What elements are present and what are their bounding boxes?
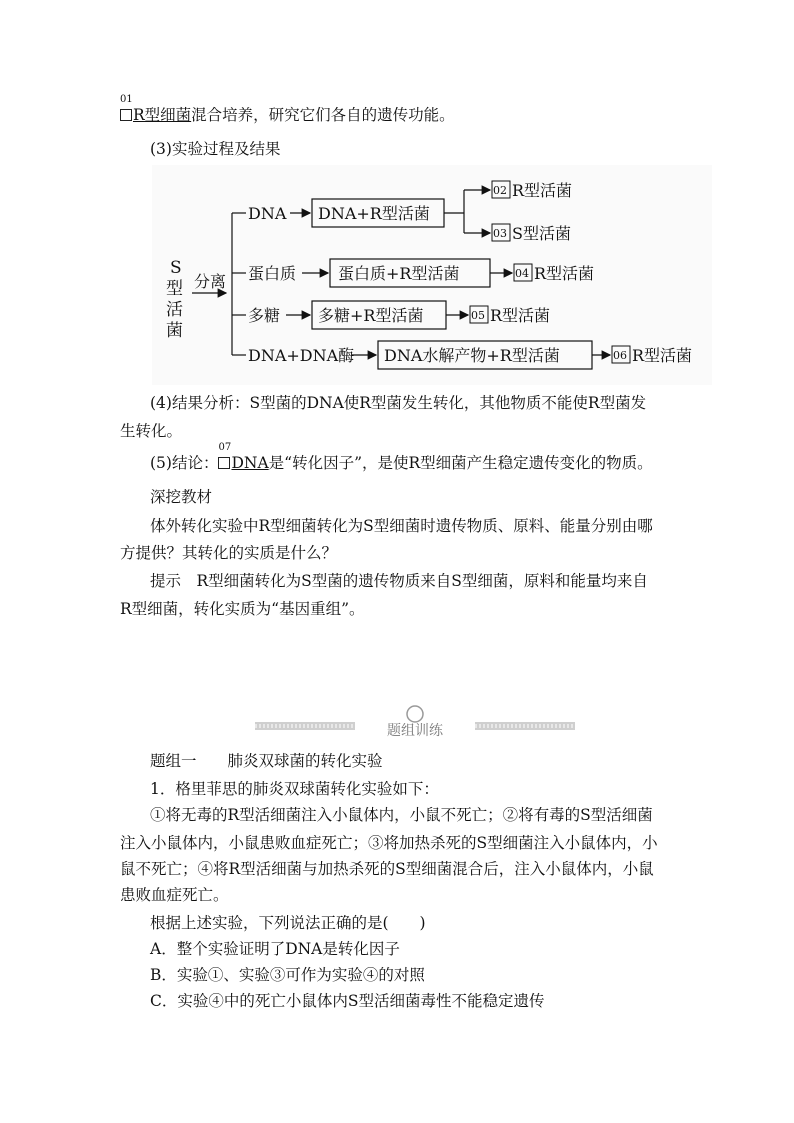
source-char: 活 <box>166 300 183 320</box>
question-1-line2: 注入小鼠体内，小鼠患败血症死亡；③将加热杀死的S型细菌注入小鼠体内，小 <box>120 834 658 852</box>
result-label: R型活菌 <box>534 264 595 283</box>
option-a: A．整个实验证明了DNA是转化因子 <box>150 940 400 958</box>
source-char: S <box>170 258 182 278</box>
question-stem: 根据上述实验，下列说法正确的是( ) <box>150 914 426 932</box>
source-char: 菌 <box>166 321 183 341</box>
result-label: R型活菌 <box>512 181 573 200</box>
question-1-line1: ①将无毒的R型活细菌注入小鼠体内，小鼠不死亡；②将有毒的S型活细菌 <box>150 806 653 824</box>
option-b: B．实验①、实验③可作为实验④的对照 <box>150 966 425 984</box>
mix-label: 蛋白质+R型活菌 <box>338 264 460 283</box>
group-title: 题组一 肺炎双球菌的转化实验 <box>150 752 383 770</box>
mix-label: DNA水解产物+R型活菌 <box>384 346 560 365</box>
blank-marker-07: 07 <box>218 452 231 474</box>
step5-line: (5)结论： 07 DNA是“转化因子”，是使R型细菌产生稳定遗传变化的物质。 <box>150 442 653 472</box>
result-label: R型活菌 <box>490 306 551 325</box>
banner-icon <box>407 706 423 722</box>
blank-num: 02 <box>493 184 507 197</box>
blank-num: 06 <box>613 349 627 362</box>
answer-01: R型细菌 <box>133 106 192 124</box>
source-char: 型 <box>166 279 183 299</box>
experiment-diagram <box>152 165 712 385</box>
component-label: DNA <box>248 204 287 223</box>
component-label: 蛋白质 <box>248 264 297 283</box>
hint-line1: 提示 R型细菌转化为S型菌的遗传物质来自S型细菌，原料和能量均来自 <box>150 572 648 590</box>
blank-marker-01: 01 <box>120 104 133 126</box>
separate-label: 分离 <box>194 272 227 291</box>
section-banner <box>255 704 575 744</box>
dig-title: 深挖教材 <box>150 488 213 506</box>
question-1: 1．格里菲思的肺炎双球菌转化实验如下： <box>150 780 439 798</box>
component-label: 多糖 <box>248 306 281 325</box>
blank-num: 03 <box>493 227 507 240</box>
blank-num: 05 <box>471 309 485 322</box>
step3-heading: (3)实验过程及结果 <box>150 140 281 158</box>
mix-label: DNA+R型活菌 <box>318 204 430 223</box>
dig-question-line2: 方提供？其转化的实质是什么？ <box>120 544 338 562</box>
result-label: S型活菌 <box>512 224 571 243</box>
mix-label: 多糖+R型活菌 <box>318 306 424 325</box>
banner-title: 题组训练 <box>387 723 443 739</box>
blank-num: 04 <box>515 267 529 280</box>
result-label: R型活菌 <box>632 346 693 365</box>
answer-07: DNA <box>231 454 269 472</box>
question-1-line4: 患败血症死亡。 <box>120 886 229 904</box>
question-1-line3: 鼠不死亡；④将R型活细菌与加热杀死的S型细菌混合后，注入小鼠体内，小鼠 <box>120 860 654 878</box>
dig-question-line1: 体外转化实验中R型细菌转化为S型细菌时遗传物质、原料、能量分别由哪 <box>150 517 653 535</box>
hint-line2: R型细菌，转化实质为“基因重组”。 <box>120 600 365 618</box>
option-c: C．实验④中的死亡小鼠体内S型活细菌毒性不能稳定遗传 <box>150 992 545 1010</box>
component-label: DNA+DNA酶 <box>248 346 355 365</box>
step4-line2: 生转化。 <box>120 422 183 440</box>
text-line-01: 01 R型细菌混合培养，研究它们各自的遗传功能。 <box>120 94 455 124</box>
step4-line1: (4)结果分析：S型菌的DNA使R型菌发生转化，其他物质不能使R型菌发 <box>150 394 647 412</box>
